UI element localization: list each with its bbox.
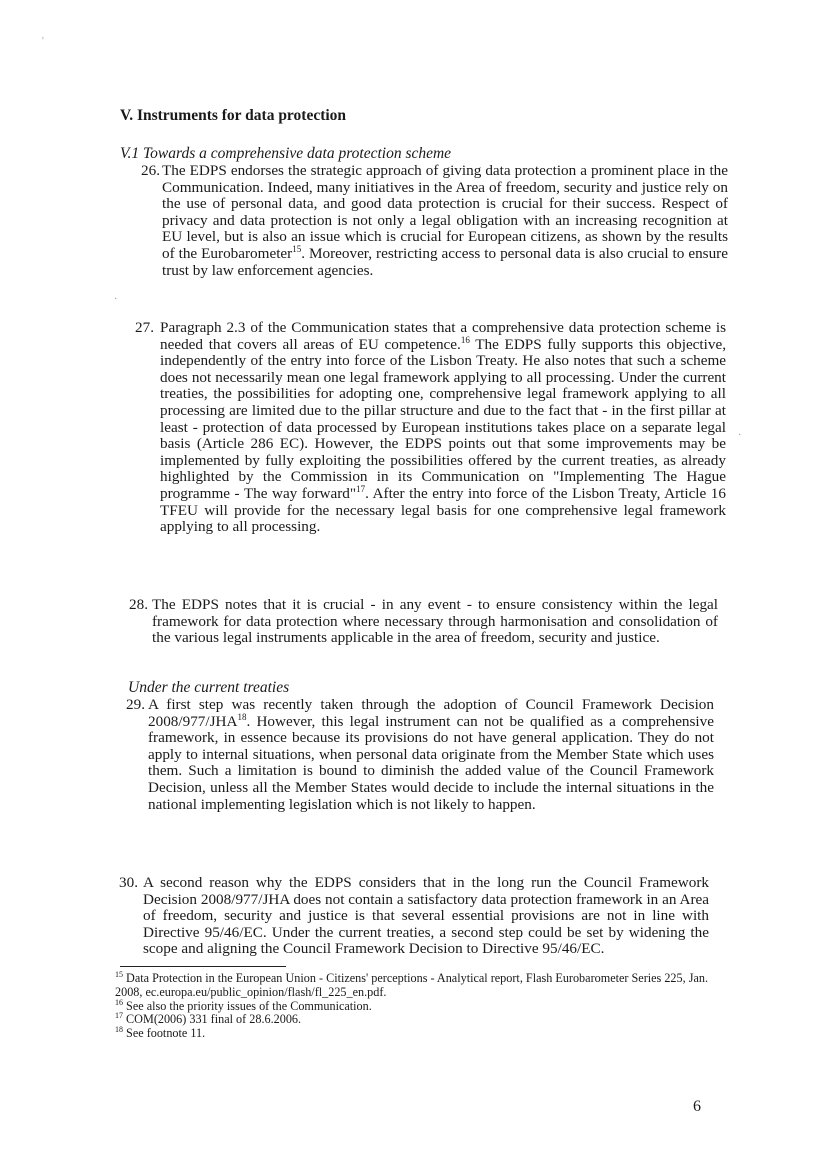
footnote-ref-15: 15 [292, 243, 302, 254]
footnote-ref-16: 16 [460, 334, 470, 345]
scan-speck: · [114, 294, 118, 305]
paragraph-number: 29. [126, 696, 145, 713]
paragraph-number: 28. [129, 596, 148, 613]
subheading-comprehensive-scheme: V.1 Towards a comprehensive data protection scheme [120, 145, 452, 162]
footnote-16: $^{16}$ See also the priority issues of the Communication. [115, 997, 372, 1013]
footnote-15: $^{15}$ Data Protection in the European Union - Citizens' perceptions - Analytical report, Flash Eurobarometer Series 225, Jan. 2008, ec.europa.eu/public_opinion/flash/fl_225_en.pdf. [115, 969, 709, 999]
paragraph-26 [141, 162, 728, 279]
paragraph-29 [126, 696, 714, 813]
paragraph-28 [129, 596, 718, 647]
paragraph-30 [119, 874, 709, 958]
paragraph-text: The EDPS notes that it is crucial - in any event - to ensure consistency within the legal framework for data protection where necessary through harmonisation and consolidation of the various legal instruments applicable in the area of freedom, security and justice. [152, 596, 718, 647]
subheading-current-treaties: Under the current treaties [128, 679, 290, 696]
paragraph-text: The EDPS endorses the strategic approach of giving data protection a prominent place in the Communication. Indeed, many initiatives in the Area of freedom, security and justice rely on the use of personal data, and good data protection is crucial for their success. Respect of privacy and data protection is not only a legal obligation with an increasing recognition at EU level, but is also an issue which is crucial for European citizens, as shown by the results of the Eurobarometer$^{15}$. Moreover, restricting access to personal data is also crucial to ensure trust by law enforcement agencies. [162, 162, 728, 279]
scan-speck: · [738, 430, 742, 441]
footnote-18: $^{18}$ See footnote 11. [115, 1025, 206, 1041]
footnotes [115, 969, 715, 1041]
paragraph-number: 30. [119, 874, 138, 891]
paragraph-27 [135, 319, 726, 536]
paragraph-text: A first step was recently taken through the adoption of Council Framework Decision 2008/977/JHA$^{18}$. However, this legal instrument can not be qualified as a comprehensive framework, in essence because its provisions do not have general application. They do not apply to internal situations, when personal data originate from the Member State which uses them. Such a limitation is bound to diminish the added value of the Council Framework Decision, unless all the Member States would decide to include the internal situations in the national implementing legislation which is not likely to happen. [148, 696, 714, 813]
footnote-ref-18: 18 [237, 711, 247, 722]
paragraph-number: 26. [141, 162, 160, 179]
paragraph-text: A second reason why the EDPS considers that in the long run the Council Framework Decision 2008/977/JHA does not contain a satisfactory data protection framework in an Area of freedom, security and justice is that several essential provisions are not in line with Directive 95/46/EC. Under the current treaties, a second step could be set by widening the scope and aligning the Council Framework Decision to Directive 95/46/EC. [143, 874, 709, 958]
paragraph-number: 27. [135, 319, 154, 336]
section-heading: V. Instruments for data protection [120, 107, 347, 124]
paragraph-text: Paragraph 2.3 of the Communication states that a comprehensive data protection scheme is needed that covers all areas of EU competence.$^{16}$ The EDPS fully supports this objective, independently of the entry into force of the Lisbon Treaty. He also notes that such a scheme does not necessarily mean one legal framework applying to all processing. Under the current treaties, the possibilities for adopting one, comprehensive legal framework applying to all processing are limited due to the pillar structure and due to the fact that - in the first pillar at least - protection of data processed by European institutions takes place on a separate legal basis (Article 286 EC). However, the EDPS points out that some improvements may be implemented by fully exploiting the possibilities offered by the current treaties, as already highlighted by the Commission in its Communication on "Implementing The Hague programme - The way forward"$^{17}$. After the entry into force of the Lisbon Treaty, Article 16 TFEU will provide for the necessary legal basis for one comprehensive legal framework applying to all processing. [160, 319, 726, 536]
footnote-17: $^{17}$ COM(2006) 331 final of 28.6.2006. [115, 1011, 302, 1027]
page-number: 6 [693, 1098, 701, 1115]
scan-speck: ' [42, 36, 44, 47]
footnote-ref-17: 17 [356, 483, 366, 494]
footnote-separator [120, 966, 286, 967]
